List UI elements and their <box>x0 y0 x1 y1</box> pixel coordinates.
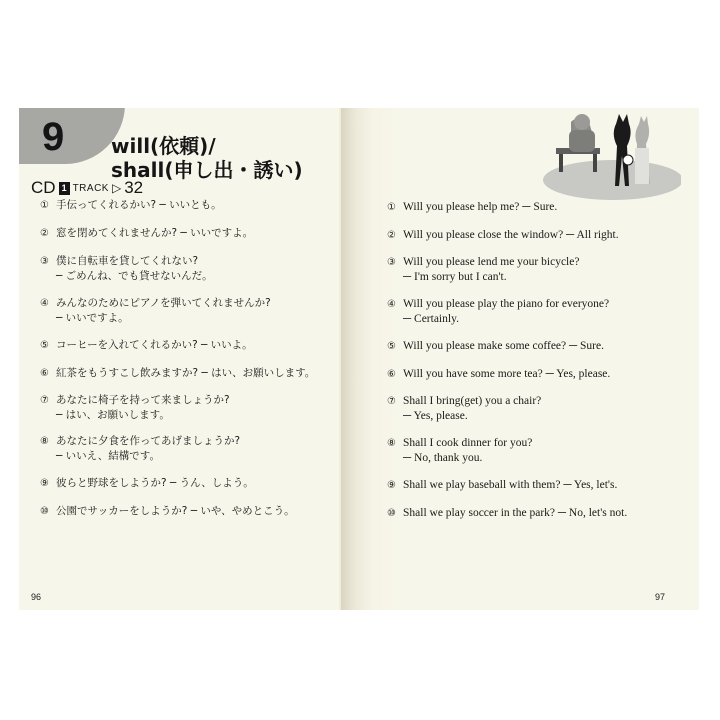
jp-line: 彼らと野球をしようか? ─ うん、しよう。 <box>56 477 254 489</box>
en-sentence-7 <box>387 394 542 424</box>
cd-disc-number: 1 <box>59 182 70 195</box>
cartoon-characters-illustration <box>531 108 681 208</box>
jp-line: みんなのためにピアノを弾いてくれませんか? <box>56 297 271 309</box>
page-number-right: 97 <box>654 592 665 602</box>
item-mark: ⑨ <box>387 480 396 491</box>
jp-line: 窓を閉めてくれませんか? ─ いいですよ。 <box>56 227 254 239</box>
jp-sentence-1 <box>40 198 222 213</box>
item-mark: ③ <box>40 256 49 267</box>
en-line: Will you have some more tea? ─ Yes, please. <box>403 368 611 380</box>
lesson-title-line2: shall(申し出・誘い) <box>111 158 303 182</box>
item-mark: ⑤ <box>387 341 396 352</box>
left-page <box>19 108 341 610</box>
item-mark: ① <box>40 200 49 211</box>
item-mark: ⑩ <box>40 506 49 517</box>
jp-line-reply: ─ いいえ、結構です。 <box>56 450 160 462</box>
jp-line-reply: ─ はい、お願いします。 <box>56 409 170 421</box>
jp-line: 手伝ってくれるかい? ─ いいとも。 <box>56 199 222 211</box>
item-mark: ⑧ <box>40 436 49 447</box>
page-number-left: 96 <box>31 592 42 602</box>
item-mark: ⑩ <box>387 508 396 519</box>
item-mark: ⑤ <box>40 340 49 351</box>
jp-sentence-5 <box>40 338 253 353</box>
en-sentence-6 <box>387 367 611 382</box>
en-sentence-1 <box>387 200 558 215</box>
jp-line-reply: ─ いいですよ。 <box>56 312 129 324</box>
en-line: Will you please play the piano for everyone? <box>403 298 610 310</box>
track-number: 32 <box>124 178 144 197</box>
jp-line-reply: ─ ごめんね、でも貸せないんだ。 <box>56 270 213 282</box>
item-mark: ⑥ <box>40 368 49 379</box>
en-line: Shall we play soccer in the park? ─ No, let's not. <box>403 507 628 519</box>
item-mark: ④ <box>40 298 49 309</box>
cd-track-indicator <box>31 178 143 198</box>
jp-line: コーヒーを入れてくれるかい? ─ いいよ。 <box>56 339 253 351</box>
item-mark: ② <box>387 230 396 241</box>
item-mark: ⑨ <box>40 478 49 489</box>
en-sentence-9 <box>387 478 618 493</box>
item-mark: ⑦ <box>40 395 49 406</box>
jp-sentence-6 <box>40 366 316 381</box>
track-label: TRACK <box>72 182 109 194</box>
item-mark: ⑦ <box>387 396 396 407</box>
lesson-badge <box>19 108 125 164</box>
en-line: Shall I cook dinner for you? <box>403 437 533 449</box>
en-line-reply: ─ Yes, please. <box>403 410 468 422</box>
en-line: Will you please close the window? ─ All right. <box>403 229 619 241</box>
item-mark: ⑥ <box>387 369 396 380</box>
item-mark: ① <box>387 202 396 213</box>
en-line: Will you please make some coffee? ─ Sure. <box>403 340 604 352</box>
en-line: Shall I bring(get) you a chair? <box>403 395 542 407</box>
en-line-reply: ─ I'm sorry but I can't. <box>403 271 507 283</box>
jp-line: あなたに椅子を持って来ましょうか? <box>56 394 230 406</box>
track-arrow-icon: ▷ <box>111 181 122 195</box>
lesson-title-line1: will(依頼)/ <box>111 134 216 158</box>
en-sentence-8 <box>387 436 533 466</box>
item-mark: ④ <box>387 299 396 310</box>
cd-label: CD <box>31 178 56 197</box>
item-mark: ② <box>40 228 49 239</box>
en-sentence-3 <box>387 255 580 285</box>
jp-sentence-2 <box>40 226 254 241</box>
jp-line: 僕に自転車を貸してくれない? <box>56 255 199 267</box>
jp-line: 公園でサッカーをしようか? ─ いや、やめとこう。 <box>56 505 295 517</box>
item-mark: ③ <box>387 257 396 268</box>
jp-line: あなたに夕食を作ってあげましょうか? <box>56 435 241 447</box>
jp-line: 紅茶をもうすこし飲みますか? ─ はい、お願いします。 <box>56 367 316 379</box>
lesson-number: 9 <box>42 115 65 159</box>
jp-sentence-9 <box>40 476 254 491</box>
item-mark: ⑧ <box>387 438 396 449</box>
en-line-reply: ─ Certainly. <box>403 313 459 325</box>
en-line: Will you please help me? ─ Sure. <box>403 201 558 213</box>
en-line: Will you please lend me your bicycle? <box>403 256 580 268</box>
jp-sentence-10 <box>40 504 295 519</box>
en-sentence-10 <box>387 506 628 521</box>
en-sentence-4 <box>387 297 610 327</box>
right-page <box>341 108 699 610</box>
jp-sentence-8 <box>40 434 241 464</box>
jp-sentence-4 <box>40 296 271 326</box>
en-sentence-2 <box>387 228 619 243</box>
jp-sentence-7 <box>40 393 230 423</box>
en-line-reply: ─ No, thank you. <box>403 452 483 464</box>
en-sentence-5 <box>387 339 604 354</box>
en-line: Shall we play baseball with them? ─ Yes, let's. <box>403 479 618 491</box>
jp-sentence-3 <box>40 254 213 284</box>
